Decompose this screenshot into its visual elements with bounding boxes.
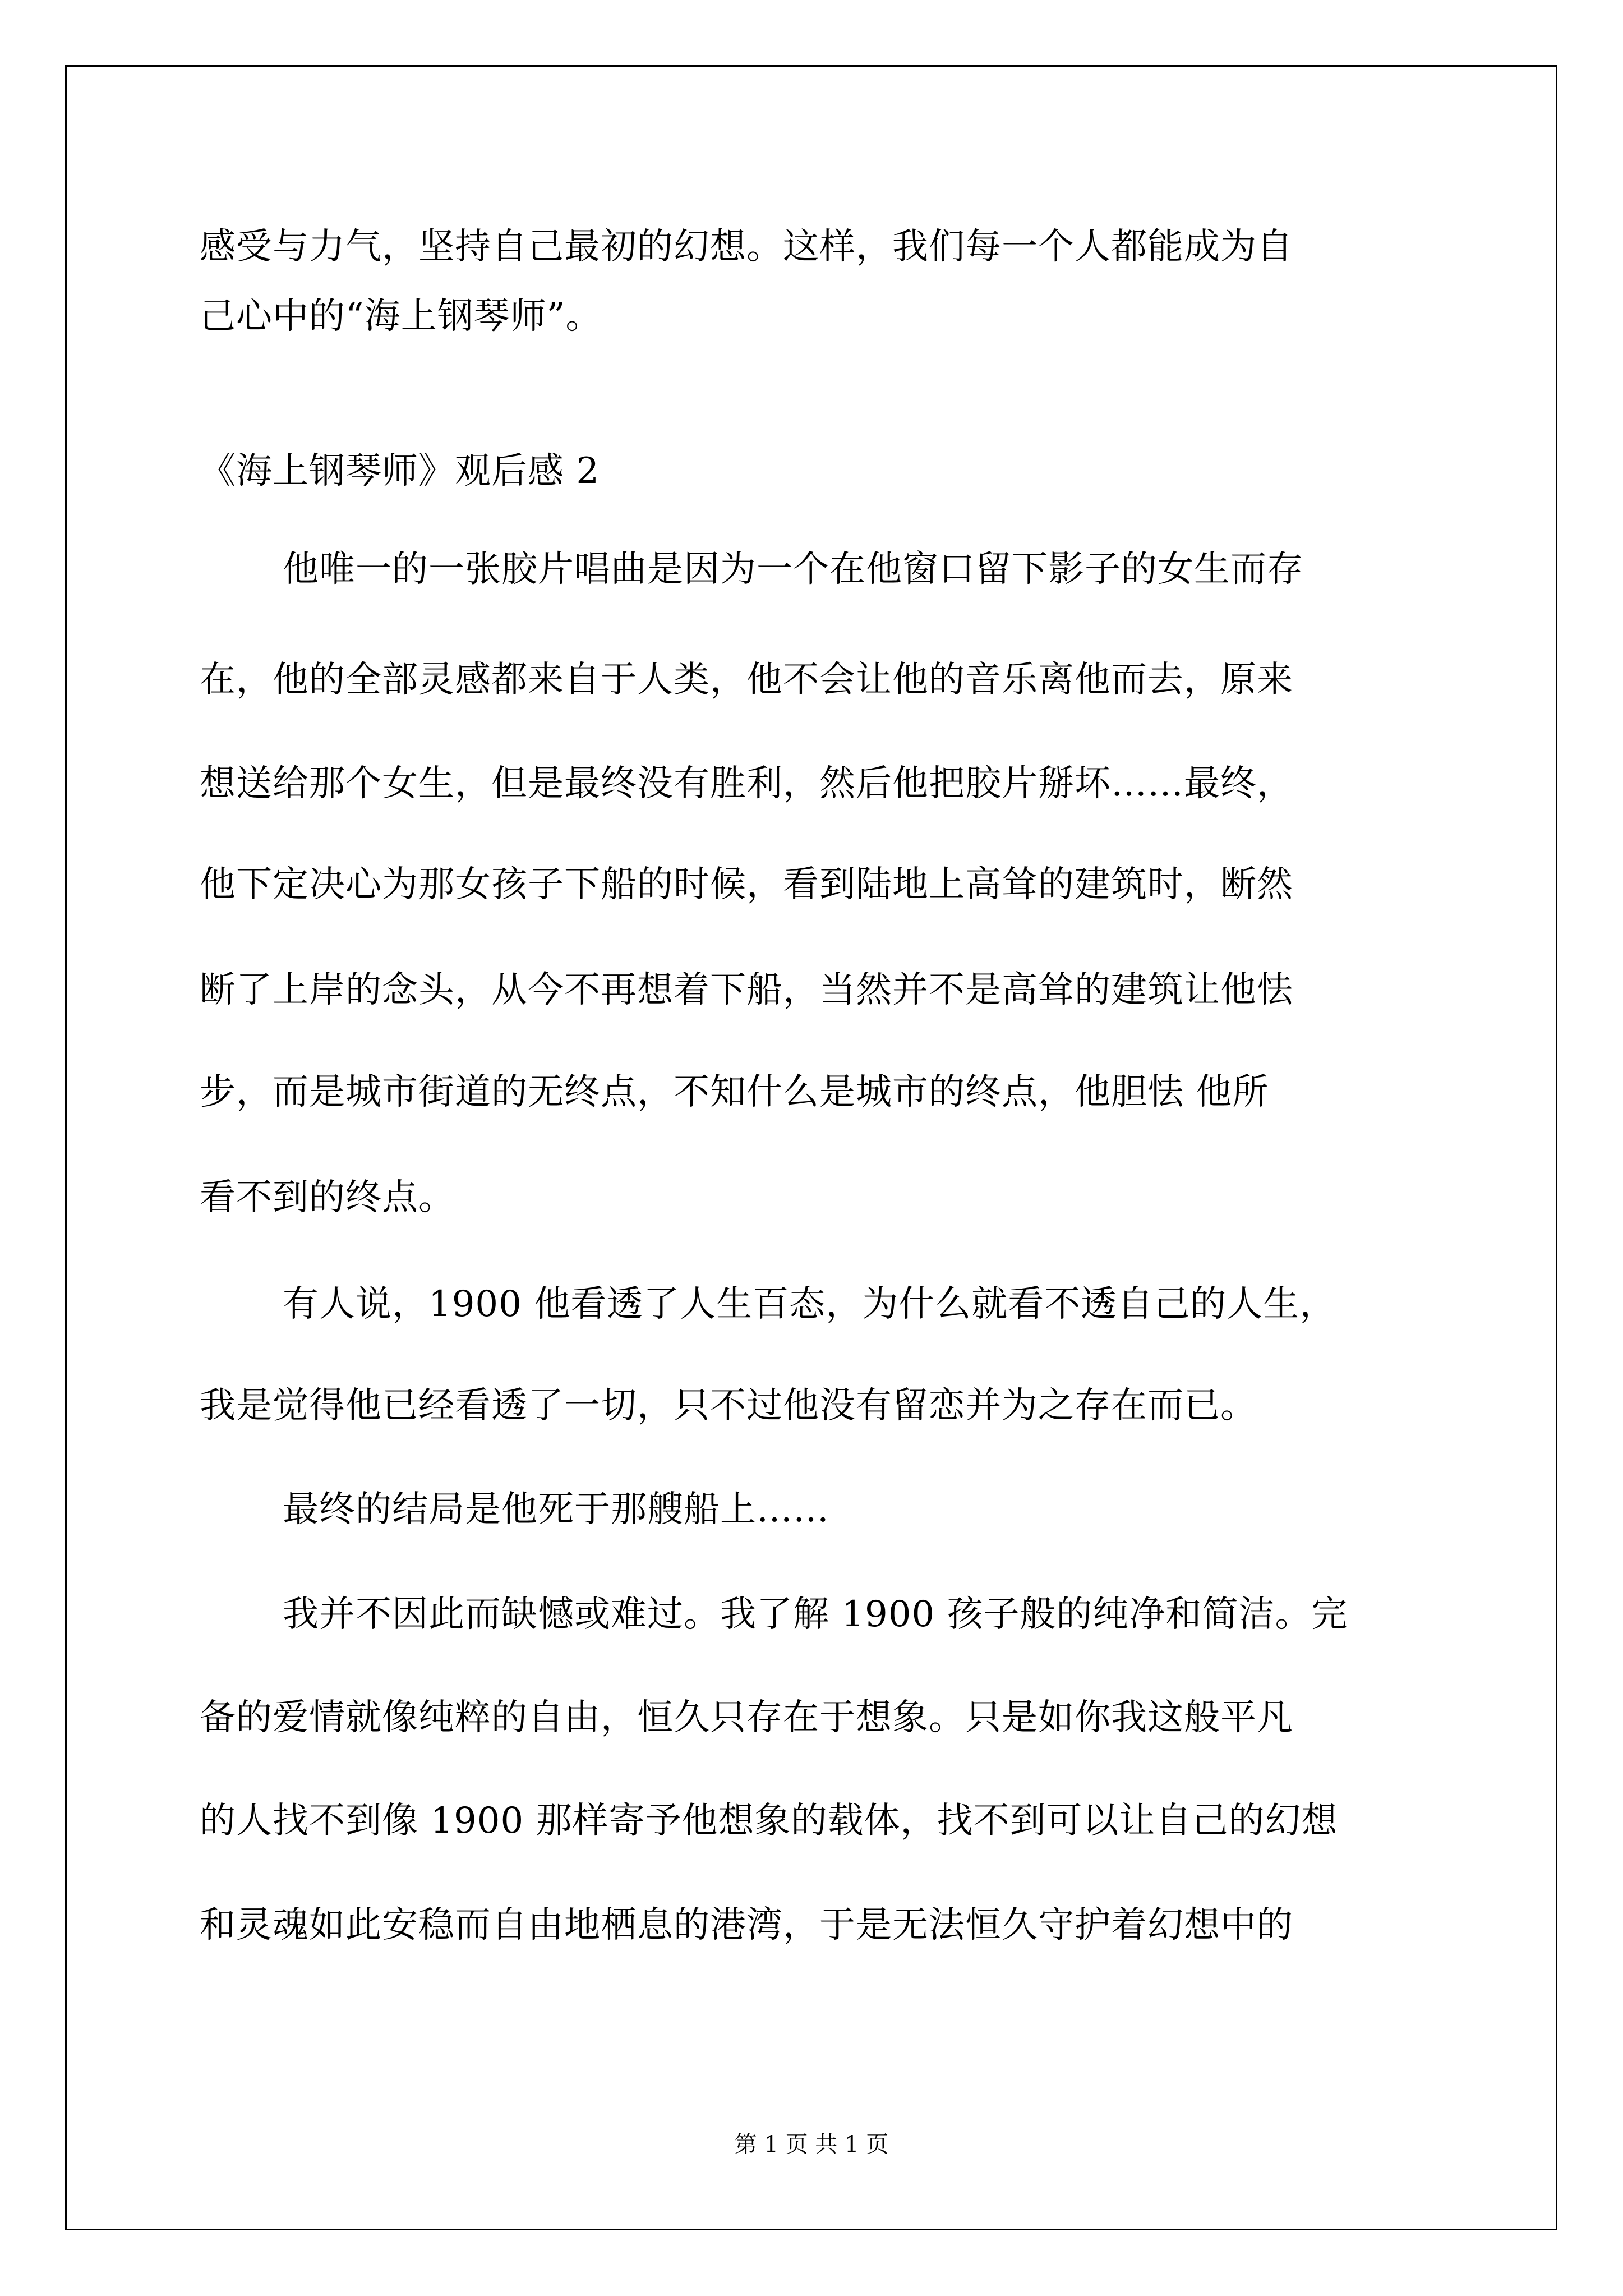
text-line: 在，他的全部灵感都来自于人类，他不会让他的音乐离他而去，原来 <box>200 659 1293 701</box>
text-line: 有人说，1900 他看透了人生百态，为什么就看不透自己的人生， <box>283 1283 1336 1325</box>
text-line: 断了上岸的念头，从今不再想着下船，当然并不是高耸的建筑让他怯 <box>200 969 1293 1011</box>
text-line: 的人找不到像 1900 那样寄予他想象的载体，找不到可以让自己的幻想 <box>200 1800 1338 1842</box>
text-line: 备的爱情就像纯粹的自由，恒久只存在于想象。只是如你我这般平凡 <box>200 1697 1293 1738</box>
text-line: 步，而是城市街道的无终点，不知什么是城市的终点，他胆怯 他所 <box>200 1071 1269 1113</box>
text-line: 感受与力气，坚持自己最初的幻想。这样，我们每一个人都能成为自 <box>200 226 1293 268</box>
text-line: 想送给那个女生，但是最终没有胜利，然后他把胶片掰坏……最终， <box>200 763 1293 804</box>
section-heading: 《海上钢琴师》观后感 2 <box>200 450 600 492</box>
page-number: 第 1 页 共 1 页 <box>734 2132 889 2157</box>
text-line: 我并不因此而缺憾或难过。我了解 1900 孩子般的纯净和简洁。完 <box>283 1594 1348 1635</box>
text-line: 看不到的终点。 <box>200 1177 455 1218</box>
text-line: 他下定决心为那女孩子下船的时候，看到陆地上高耸的建筑时，断然 <box>200 864 1293 905</box>
text-line: 我是觉得他已经看透了一切，只不过他没有留恋并为之存在而已。 <box>200 1385 1257 1427</box>
text-line: 己心中的“海上钢琴师”。 <box>200 296 602 337</box>
text-line: 最终的结局是他死于那艘船上…… <box>283 1489 829 1530</box>
text-line: 他唯一的一张胶片唱曲是因为一个在他窗口留下影子的女生而存 <box>283 549 1303 590</box>
text-line: 和灵魂如此安稳而自由地栖息的港湾，于是无法恒久守护着幻想中的 <box>200 1904 1293 1946</box>
